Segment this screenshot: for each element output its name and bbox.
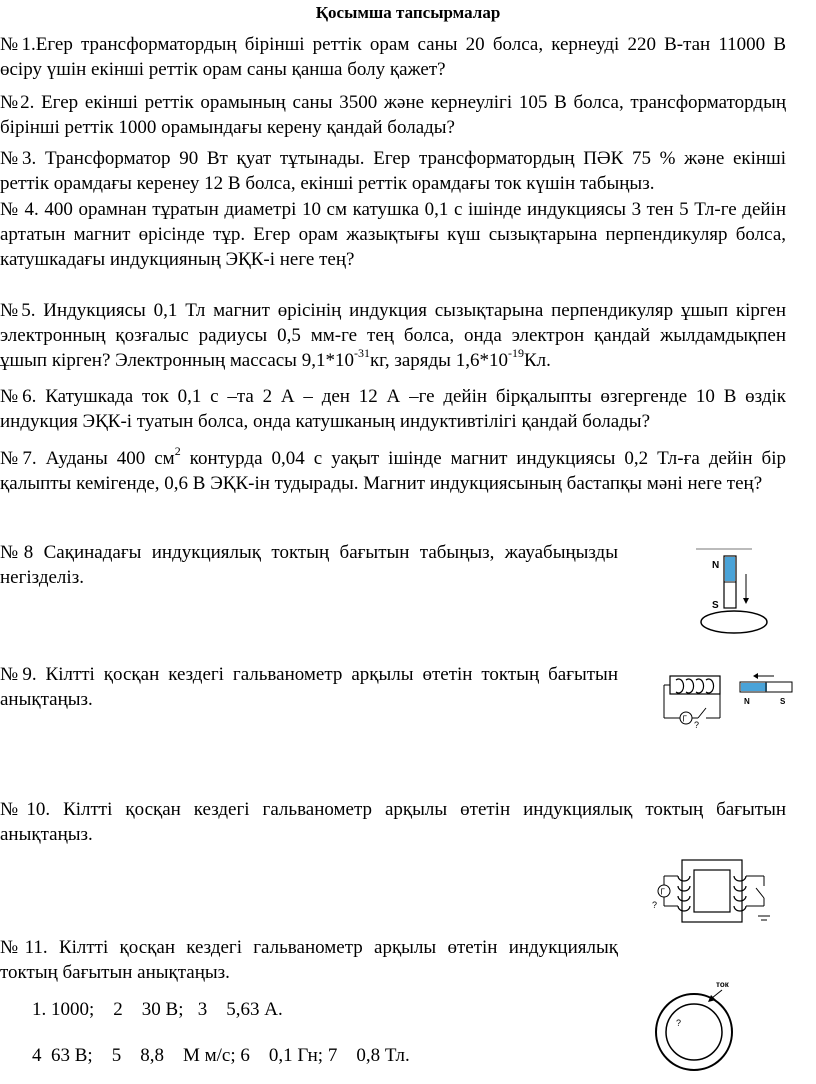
task-5-text-a: №5. Индукциясы 0,1 Тл магнит өрісінің индукция сызықтарына перпендикуляр ұшып кірген электронның қозғалыс радиусы 0,5 мм-ге тең болса, онда электрон қандай жылдамдықпен ұшып кірген? Электронның массасы 9,1*10	[0, 300, 786, 371]
task-11	[0, 935, 618, 985]
current-arrow-icon	[712, 990, 722, 998]
task-5-exponent-1: -31	[353, 345, 370, 360]
task-11-text: №11. Кілтті қосқан кездегі гальванометр арқылы өтетін индукциялық токтың бағытын анықтаңыз.	[0, 937, 618, 983]
task-9-text: №9. Кілтті қосқан кездегі гальванометр арқылы өтетін токтың бағытын анықтаңыз.	[0, 664, 618, 710]
task-7-exponent: 2	[174, 443, 181, 458]
task-7-text-b: контурда 0,04 с уақыт ішінде магнит индукциясы 0,2 Тл-ға дейін бір қалыпты кемігенде, 0,6 В ЭҚК-ін тудырады. Магнит индукциясының бастапқы мәні неге тең?	[0, 448, 786, 494]
task-2	[0, 90, 786, 140]
inner-ring	[666, 1004, 722, 1060]
current-label: ток	[716, 980, 729, 989]
task-10	[0, 797, 786, 847]
page-title: Қосымша тапсырмалар	[315, 3, 501, 22]
task-9	[0, 662, 618, 712]
task-6-text: №6. Катушкада ток 0,1 с –та 2 А – ден 12 А –ге дейін бірқалыпты өзгергенде 10 В өздік индукция ЭҚК-і туатын болса, онда катушканың индуктивтілігі қандай болады?	[0, 386, 786, 432]
magnet-s-label: S	[712, 600, 719, 611]
task-5-exponent-2: -19	[507, 345, 524, 360]
task-2-text: №2. Егер екінші реттік орамының саны 3500 және кернеулігі 105 В болса, трансформатордың бірінші реттік 1000 орамындағы керену қандай болады?	[0, 92, 786, 138]
magnet-n-label: N	[712, 560, 720, 571]
task-4	[0, 197, 786, 272]
task-8-text: №8 Сақинадағы индукциялық токтың бағытын табыңыз, жауабыңызды негізделіз.	[0, 542, 618, 588]
fig10-question: ?	[652, 900, 658, 910]
task-7	[0, 443, 786, 496]
task-4-text: № 4. 400 орамнан тұратын диаметрі 10 см катушка 0,1 с ішінде индукциясы 3 тен 5 Тл-ге дейін артатын магнит өрісінде тұр. Егер орам жазықтығы күш сызықтарына перпендикуляр болса, катушкадағы индукцияның ЭҚК-і неге тең?	[0, 199, 786, 270]
switch-icon	[756, 888, 764, 898]
figure-9-coil-galvanometer	[662, 670, 812, 730]
answers-line-1: 1. 1000; 2 30 В; 3 5,63 А.	[32, 999, 283, 1020]
fig9-question: ?	[694, 720, 700, 730]
figure-8-magnet-ring	[694, 546, 794, 641]
task-3-text: №3. Трансформатор 90 Вт қуат тұтынады. Егер трансформатордың ПӘК 75 % және екінші реттік орамдағы кеpенеу 12 В болса, екінші реттік орамдағы ток күшін табыңыз.	[0, 148, 786, 194]
magnet-north-pole	[741, 683, 767, 691]
ring	[701, 611, 767, 633]
task-1	[0, 32, 786, 82]
magnet-n-label: N	[744, 697, 750, 706]
task-1-text: №1.Егер трансформатордың бірінші реттік орам саны 20 болса, кернеуді 220 В-тан 11000 В өсіру үшін екінші реттік орам саны қанша болу қажет?	[0, 34, 786, 80]
task-5	[0, 298, 786, 373]
task-6	[0, 384, 786, 434]
task-10-text: №10. Кілтті қосқан кездегі гальванометр арқылы өтетін индукциялық токтың бағытын анықтаңыз.	[0, 799, 786, 845]
task-5-text-c: Кл.	[523, 350, 551, 371]
galvanometer-label: Г	[660, 887, 665, 897]
magnet-north-pole	[725, 557, 735, 581]
answers-line-2: 4 63 В; 5 8,8 М м/с; 6 0,1 Гн; 7 0,8 Тл.	[32, 1045, 410, 1066]
task-5-text-b: кг, заряды 1,6*10	[369, 350, 508, 371]
figure-11-rings	[650, 978, 742, 1074]
outer-ring	[656, 994, 732, 1070]
galvanometer-label: Г	[682, 714, 687, 724]
figure-10-transformer-circuit	[648, 856, 773, 931]
task-7-text-a: №7. Ауданы 400 см	[0, 448, 175, 469]
task-8	[0, 540, 618, 590]
magnet-s-label: S	[780, 697, 786, 706]
fig11-question: ?	[676, 1018, 682, 1028]
task-3	[0, 146, 786, 196]
